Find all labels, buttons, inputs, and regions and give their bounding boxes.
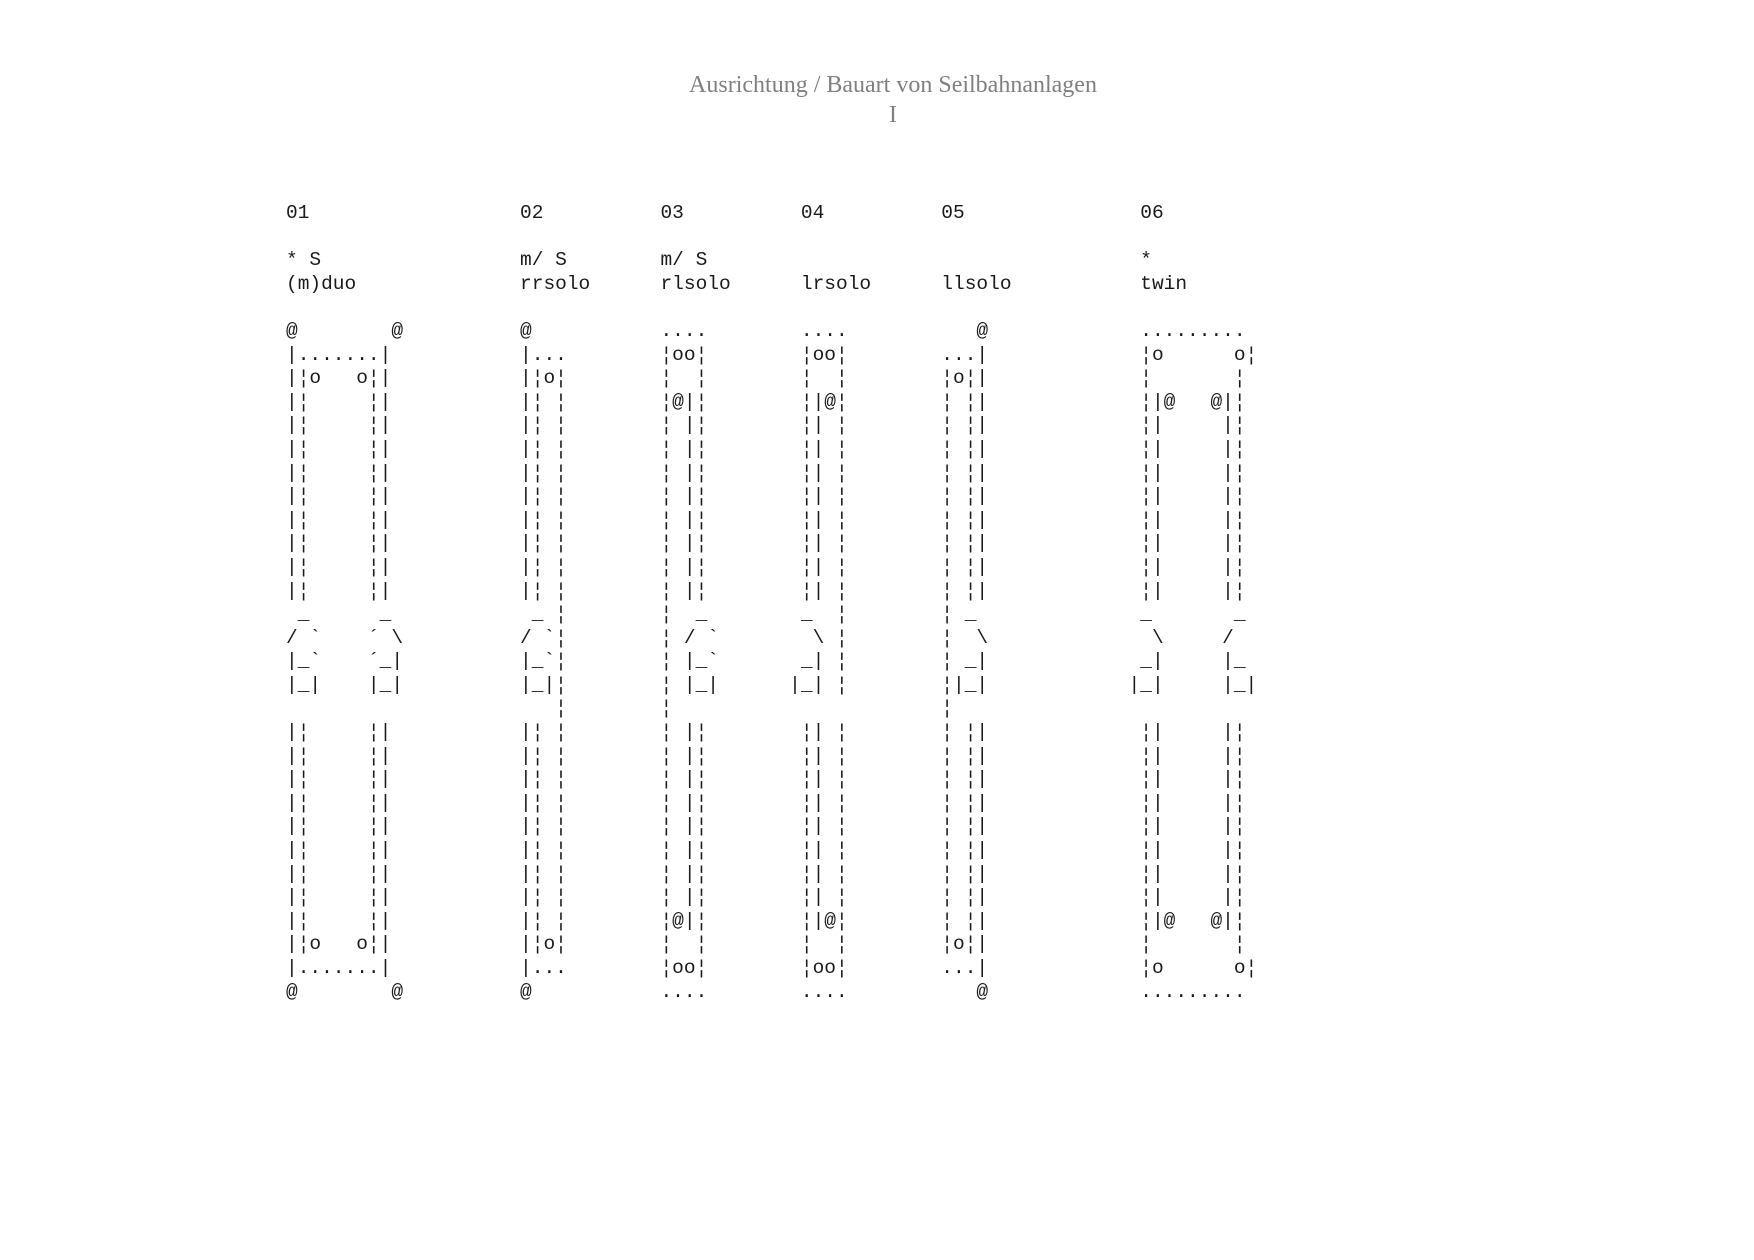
- diagram-line: |¦ ¦| |¦ ¦ ¦ |¦ ¦| ¦ ¦ ¦| ¦| |¦: [286, 555, 1246, 578]
- diagram-line: |¦ ¦| |¦ ¦ ¦@|¦ ¦|@¦ ¦ ¦| ¦|@ @|¦: [286, 909, 1246, 932]
- diagram-line: |¦ ¦| |¦ ¦ ¦ |¦ ¦| ¦ ¦ ¦| ¦| |¦: [286, 791, 1246, 814]
- diagram-line: |¦ ¦| |¦ ¦ ¦ |¦ ¦| ¦ ¦ ¦| ¦| |¦: [286, 414, 1246, 437]
- diagram-line: |¦ ¦| |¦ ¦ ¦ |¦ ¦| ¦ ¦ ¦| ¦| |¦: [286, 768, 1246, 791]
- diagram-line: _ _ _ ¦ ¦ _ _ ¦ ¦ _ _ _: [286, 603, 1246, 626]
- diagram-line: (m)duo rrsolo rlsolo lrsolo llsolo twin: [286, 272, 1188, 295]
- diagram-line: |¦ ¦| |¦ ¦ ¦ |¦ ¦| ¦ ¦ ¦| ¦| |¦: [286, 461, 1246, 484]
- diagram-line: |_| |_| |_|¦ ¦ |_| |_| ¦ ¦|_| |_| |_|: [286, 673, 1258, 696]
- diagram-line: |.......| |... ¦oo¦ ¦oo¦ ...| ¦o o¦: [286, 957, 1258, 979]
- diagram-line: |¦ ¦| |¦ ¦ ¦ |¦ ¦| ¦ ¦ ¦| ¦| |¦: [286, 815, 1246, 838]
- diagram-line: |¦ ¦| |¦ ¦ ¦ |¦ ¦| ¦ ¦ ¦| ¦| |¦: [286, 485, 1246, 508]
- diagram-line: |¦ ¦| |¦ ¦ ¦ |¦ ¦| ¦ ¦ ¦| ¦| |¦: [286, 886, 1246, 909]
- diagram-line: * S m/ S m/ S *: [286, 249, 1152, 272]
- diagram-line: |¦ ¦| |¦ ¦ ¦ |¦ ¦| ¦ ¦ ¦| ¦| |¦: [286, 839, 1246, 862]
- diagram-line: / ` ´ \ / `¦ ¦ / ` \ ¦ ¦ \ \ /: [286, 626, 1234, 649]
- diagram-line: |¦ ¦| |¦ ¦ ¦@|¦ ¦|@¦ ¦ ¦| ¦|@ @|¦: [286, 390, 1246, 413]
- diagram-line: [286, 296, 1257, 320]
- diagram-line: [286, 226, 1257, 250]
- diagram-line: @ @ @ .... .... @ .........: [286, 319, 1246, 342]
- diagram-line: |¦ ¦| |¦ ¦ ¦ |¦ ¦| ¦ ¦ ¦| ¦| |¦: [286, 744, 1246, 767]
- diagram-line: |¦ ¦| |¦ ¦ ¦ |¦ ¦| ¦ ¦ ¦| ¦| |¦: [286, 862, 1246, 885]
- diagram-line: ¦ ¦ ¦: [286, 697, 954, 720]
- diagram-line: |¦ ¦| |¦ ¦ ¦ |¦ ¦| ¦ ¦ ¦| ¦| |¦: [286, 721, 1246, 744]
- diagram-line: |.......| |... ¦oo¦ ¦oo¦ ...| ¦o o¦: [286, 343, 1258, 366]
- diagram-line: |¦ ¦| |¦ ¦ ¦ |¦ ¦| ¦ ¦ ¦| ¦| |¦: [286, 437, 1246, 460]
- page-subtitle: I: [889, 102, 897, 128]
- diagram-line: |¦ ¦| |¦ ¦ ¦ |¦ ¦| ¦ ¦ ¦| ¦| |¦: [286, 508, 1246, 531]
- diagram-line: |¦o o¦| |¦o¦ ¦ ¦ ¦ ¦ ¦o¦| ¦ ¦: [286, 933, 1246, 956]
- ascii-diagram: [286, 202, 1257, 1004]
- diagram-line: 01 02 03 04 05 06: [286, 202, 1164, 224]
- diagram-line: @ @ @ .... .... @ .........: [286, 980, 1246, 1003]
- diagram-line: |_` ´_| |_`¦ ¦ |_` _| ¦ ¦ _| _| |_: [286, 650, 1246, 673]
- diagram-line: |¦o o¦| |¦o¦ ¦ ¦ ¦ ¦ ¦o¦| ¦ ¦: [286, 367, 1246, 390]
- diagram-line: |¦ ¦| |¦ ¦ ¦ |¦ ¦| ¦ ¦ ¦| ¦| |¦: [286, 532, 1246, 555]
- page-title: Ausrichtung / Bauart von Seilbahnanlagen: [689, 72, 1097, 98]
- diagram-line: |¦ ¦| |¦ ¦ ¦ |¦ ¦| ¦ ¦ ¦| ¦| |¦: [286, 579, 1246, 602]
